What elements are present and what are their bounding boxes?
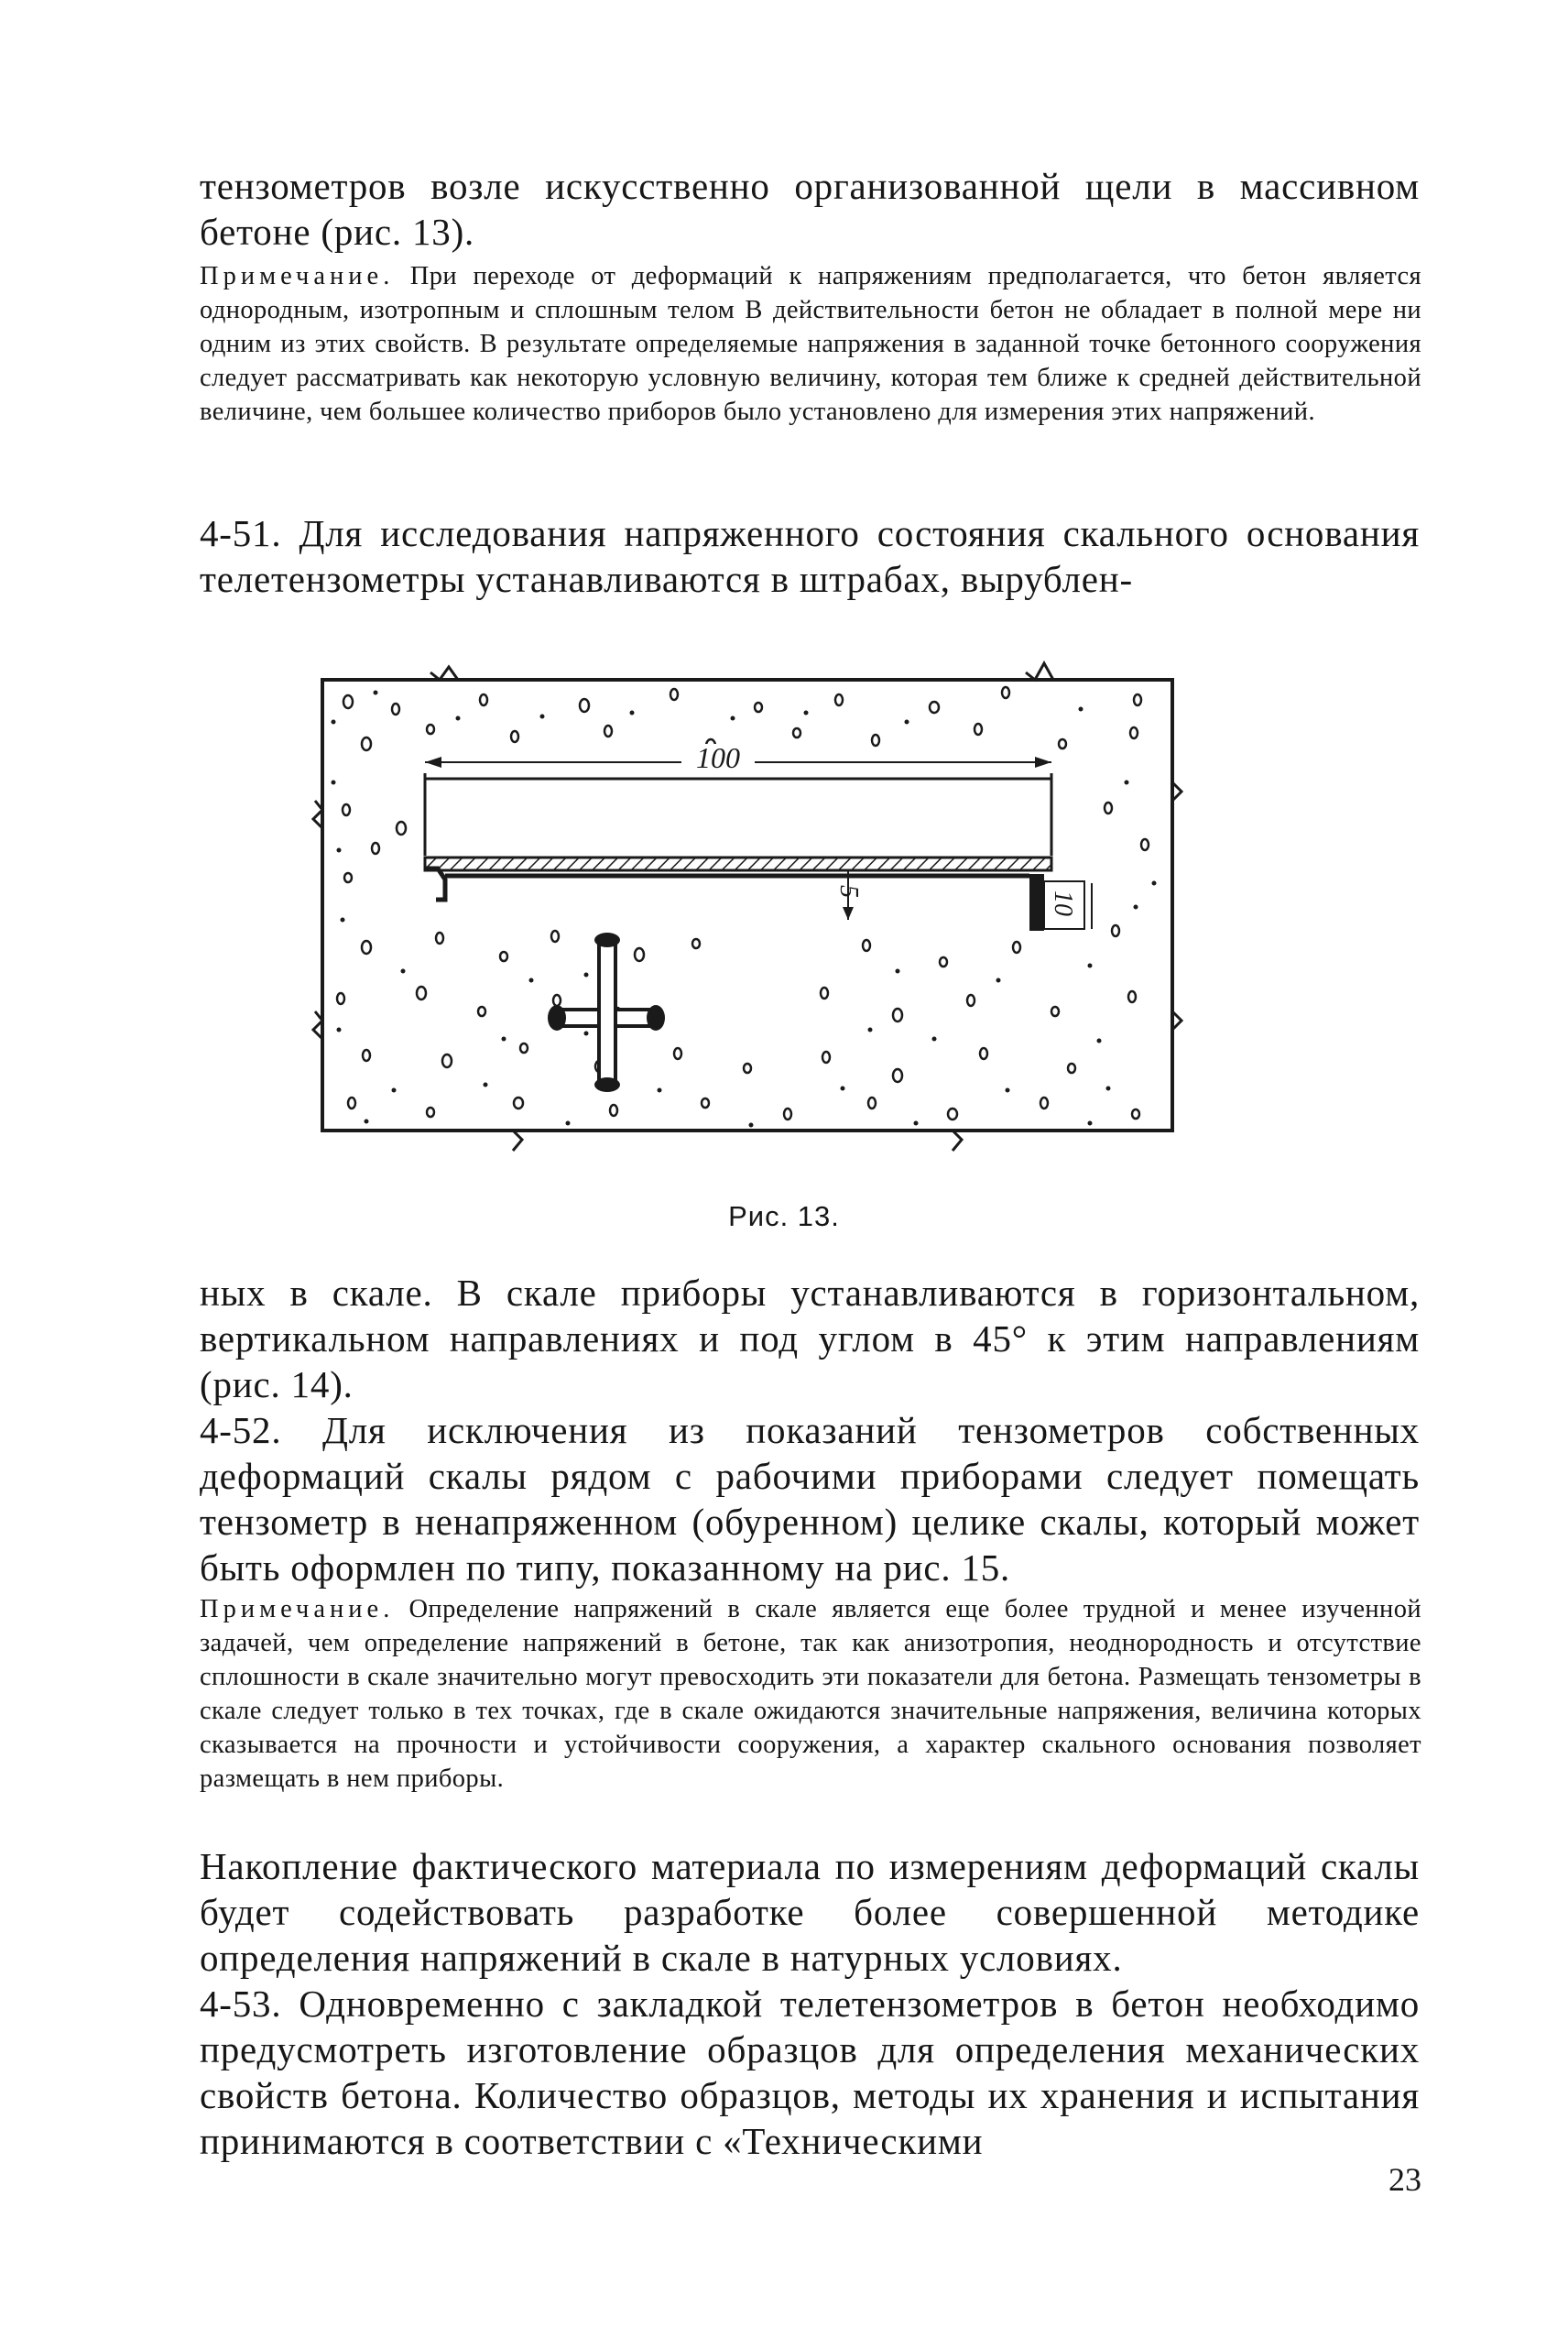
note-1-body: При переходе от деформаций к напряжениям предполагается, что бетон является однородным, изотропным и сплошным телом В действительности бетон не обладает в полной мере ни одним из этих свойств. В результате определяемые напряжения в заданной точке бетонного сооружения следует рассматривать как некоторую условную величину, которая тем ближе к средней действительной величине, чем большее количество приборов было установлено для измерения этих напряжений. <box>200 262 1422 426</box>
figure-13-caption: Рис. 13. <box>728 1200 840 1232</box>
break-mark-top-right <box>1026 663 1053 680</box>
dimension-label-length: 100 <box>696 741 740 774</box>
anchor-end-top <box>594 933 620 947</box>
break-mark-bottom <box>513 1131 522 1151</box>
dimension-arrow-left <box>425 757 441 768</box>
left-anchor-bracket <box>425 869 445 900</box>
note-1-lead: Примечание. <box>200 262 395 290</box>
paragraph-continuation: ных в скале. В скале приборы устанавливаются в горизонтальном, вертикальном направлениях и под углом в 45° к этим направлениям (рис. 14). <box>200 1272 1420 1405</box>
dimension-label-gap: 5 <box>834 885 863 898</box>
figure-13-diagram <box>311 645 1191 1158</box>
break-mark-top-left <box>430 667 458 680</box>
anchor-stem <box>599 936 615 1087</box>
note-2 <box>200 1592 1421 1796</box>
paragraph-accumulation: Накопление фактического материала по измерениям деформаций скалы будет содействовать разработке более совершенной методике определения напряжений в скале в натурных условиях. <box>200 1845 1420 1979</box>
hatched-cover-plate <box>425 858 1051 870</box>
paragraph-4-53: 4-53. Одновременно с закладкой телетензометров в бетон необходимо предусмотреть изготовление образцов для определения механических свойств бетона. Количество образцов, методы их хранения и испытания принимаются в соответствии с «Техническими <box>200 1983 1420 2162</box>
dimension-label-block: 10 <box>1049 890 1077 916</box>
paragraph-intro: тензометров возле искусственно организованной щели в массивном бетоне (рис. 13). <box>200 165 1420 253</box>
note-1 <box>200 259 1421 429</box>
note-2-body: Определение напряжений в скале является еще более трудной и менее изученной задачей, чем определение напряжений в бетоне, так как анизотропия, неоднородность и отсутствие сплошности в скале значительно могут превосходить эти показатели для бетона. Размещать тензометры в скале следует только в тех точках, где в скале ожидаются значительные напряжения, величина которых сказывается на прочности и устойчивости сооружения, а характер скального основания позволяет размещать в нем приборы. <box>200 1595 1421 1793</box>
anchor-end-left <box>548 1005 566 1031</box>
anchor-end-bottom <box>594 1077 620 1092</box>
note-2-lead: Примечание. <box>200 1595 395 1623</box>
page-number: 23 <box>1388 2161 1421 2198</box>
anchor-end-right <box>647 1005 665 1031</box>
break-mark-bottom-right <box>953 1131 962 1151</box>
dimension-arrow-right <box>1035 757 1051 768</box>
right-anchor-block <box>1029 874 1044 931</box>
paragraph-4-52: 4-52. Для исключения из показаний тензометров собственных деформаций скалы рядом с рабочими приборами следует помещать тензометр в ненапряженном (обуренном) целике скалы, который может быть оформлен по типу, показанному на рис. 15. <box>200 1409 1420 1589</box>
paragraph-4-51: 4-51. Для исследования напряженного состояния скального основания телетензометры устанавливаются в штрабах, вырублен- <box>200 512 1420 600</box>
dimension-arrow-gap <box>843 907 854 920</box>
